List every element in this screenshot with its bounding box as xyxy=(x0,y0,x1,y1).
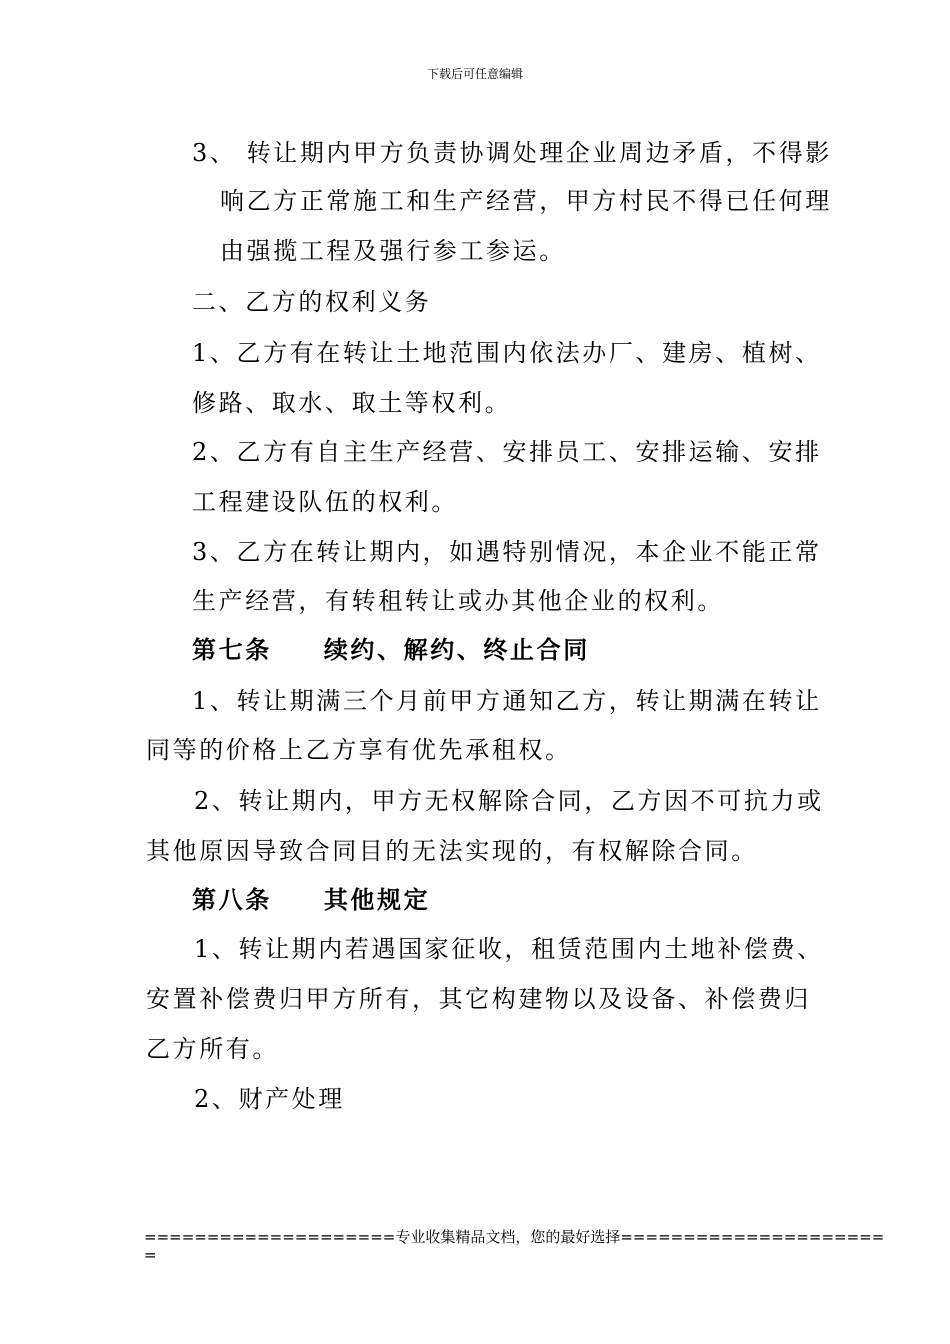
party-b-clause-3-line-2: 生产经营，有转租转让或办其他企业的权利。 xyxy=(192,587,724,615)
party-b-clause-3-line-1: 3、乙方在转让期内，如遇特别情况，本企业不能正常 xyxy=(192,538,822,566)
clause-3-line-2: 响乙方正常施工和生产经营，甲方村民不得已任何理 xyxy=(220,187,832,215)
footer-banner: ====================专业收集精品文档，您的最好选择===================== xyxy=(144,1228,885,1246)
clause-3-line-3: 由强揽工程及强行参工参运。 xyxy=(220,237,566,265)
article-7-clause-1-line-2: 同等的价格上乙方享有优先承租权。 xyxy=(146,736,572,764)
party-b-clause-1-line-2: 修路、取水、取土等权利。 xyxy=(192,389,512,417)
article-7-clause-1-line-1: 1、转让期满三个月前甲方通知乙方，转让期满在转让 xyxy=(192,687,822,715)
article-8-clause-1-line-1: 1、转让期内若遇国家征收，租赁范围内土地补偿费、 xyxy=(194,935,824,963)
section-2-heading: 二、乙方的权利义务 xyxy=(192,288,432,316)
article-8-clause-1-line-3: 乙方所有。 xyxy=(146,1035,279,1063)
party-b-clause-1-line-1: 1、乙方有在转让土地范围内依法办厂、建房、植树、 xyxy=(192,339,822,367)
article-7-title: 续约、解约、终止合同 xyxy=(323,635,590,664)
article-8-heading xyxy=(192,885,430,915)
clause-3-line-1: 3、 转让期内甲方负责协调处理企业周边矛盾，不得影 xyxy=(192,139,832,167)
party-b-clause-2-line-2: 工程建设队伍的权利。 xyxy=(192,488,458,516)
article-7-number: 第七条 xyxy=(192,635,272,664)
footer-banner-continuation: = xyxy=(144,1246,157,1264)
article-8-clause-2-line-1: 2、财产处理 xyxy=(194,1085,345,1113)
article-8-clause-1-line-2: 安置补偿费归甲方所有，其它构建物以及设备、补偿费归 xyxy=(146,985,811,1013)
party-b-clause-2-line-1: 2、乙方有自主生产经营、安排员工、安排运输、安排 xyxy=(192,438,822,466)
article-7-clause-2-line-1: 2、转让期内，甲方无权解除合同，乙方因不可抗力或 xyxy=(194,787,824,815)
article-7-clause-2-line-2: 其他原因导致合同目的无法实现的，有权解除合同。 xyxy=(146,837,758,865)
article-8-number: 第八条 xyxy=(192,885,272,914)
article-8-title: 其他规定 xyxy=(323,885,431,914)
article-7-heading xyxy=(192,635,590,665)
page-header: 下载后可任意编辑 xyxy=(426,67,523,81)
